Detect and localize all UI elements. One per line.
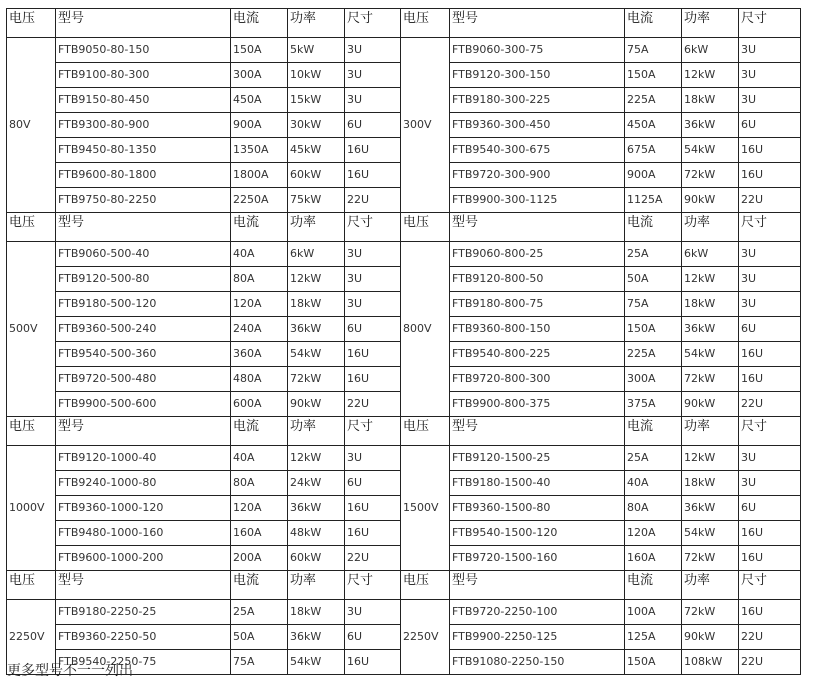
column-header: 电流 <box>625 213 682 242</box>
column-header: 电压 <box>7 417 56 446</box>
column-header: 型号 <box>450 213 625 242</box>
model-cell: FTB9120-500-80 <box>56 267 231 292</box>
model-cell: FTB9180-2250-25 <box>56 600 231 625</box>
column-header: 电压 <box>7 213 56 242</box>
power-cell: 12kW <box>288 267 345 292</box>
power-cell: 90kW <box>682 392 739 417</box>
model-cell: FTB9060-500-40 <box>56 242 231 267</box>
power-cell: 108kW <box>682 650 739 675</box>
power-cell: 36kW <box>682 317 739 342</box>
current-cell: 50A <box>231 625 288 650</box>
model-cell: FTB9120-300-150 <box>450 63 625 88</box>
current-cell: 160A <box>231 521 288 546</box>
header-row <box>7 9 801 38</box>
power-cell: 90kW <box>682 188 739 213</box>
size-cell: 16U <box>345 367 401 392</box>
current-cell: 450A <box>625 113 682 138</box>
size-cell: 3U <box>345 600 401 625</box>
current-cell: 80A <box>231 267 288 292</box>
size-cell: 16U <box>345 342 401 367</box>
power-cell: 72kW <box>288 367 345 392</box>
current-cell: 1800A <box>231 163 288 188</box>
current-cell: 2250A <box>231 188 288 213</box>
model-cell: FTB9900-300-1125 <box>450 188 625 213</box>
size-cell: 16U <box>345 496 401 521</box>
size-cell: 3U <box>739 471 801 496</box>
current-cell: 675A <box>625 138 682 163</box>
current-cell: 120A <box>231 496 288 521</box>
model-cell: FTB9720-300-900 <box>450 163 625 188</box>
size-cell: 6U <box>739 317 801 342</box>
power-cell: 18kW <box>288 292 345 317</box>
current-cell: 40A <box>231 446 288 471</box>
current-cell: 75A <box>625 38 682 63</box>
power-cell: 24kW <box>288 471 345 496</box>
column-header: 型号 <box>56 571 231 600</box>
current-cell: 120A <box>625 521 682 546</box>
column-header: 型号 <box>450 571 625 600</box>
voltage-cell: 300V <box>401 38 450 213</box>
power-cell: 72kW <box>682 163 739 188</box>
current-cell: 75A <box>231 650 288 675</box>
column-header: 电压 <box>401 417 450 446</box>
column-header: 尺寸 <box>345 571 401 600</box>
model-cell: FTB9540-800-225 <box>450 342 625 367</box>
column-header: 电流 <box>231 417 288 446</box>
model-cell: FTB9480-1000-160 <box>56 521 231 546</box>
table-row <box>7 38 801 63</box>
size-cell: 6U <box>345 113 401 138</box>
voltage-cell: 800V <box>401 242 450 417</box>
table-row <box>7 242 801 267</box>
power-cell: 12kW <box>288 446 345 471</box>
model-cell: FTB9600-80-1800 <box>56 163 231 188</box>
size-cell: 16U <box>739 367 801 392</box>
size-cell: 22U <box>345 392 401 417</box>
model-cell: FTB9050-80-150 <box>56 38 231 63</box>
size-cell: 3U <box>345 267 401 292</box>
current-cell: 40A <box>625 471 682 496</box>
current-cell: 150A <box>231 38 288 63</box>
model-cell: FTB9360-800-150 <box>450 317 625 342</box>
current-cell: 600A <box>231 392 288 417</box>
model-cell: FTB9360-300-450 <box>450 113 625 138</box>
model-cell: FTB9720-800-300 <box>450 367 625 392</box>
power-cell: 54kW <box>288 650 345 675</box>
model-cell: FTB9060-300-75 <box>450 38 625 63</box>
current-cell: 80A <box>625 496 682 521</box>
power-cell: 18kW <box>682 292 739 317</box>
column-header: 功率 <box>682 571 739 600</box>
size-cell: 6U <box>345 471 401 496</box>
column-header: 电压 <box>7 571 56 600</box>
column-header: 功率 <box>288 213 345 242</box>
column-header: 尺寸 <box>739 417 801 446</box>
current-cell: 150A <box>625 650 682 675</box>
voltage-cell: 500V <box>7 242 56 417</box>
model-cell: FTB9750-80-2250 <box>56 188 231 213</box>
current-cell: 100A <box>625 600 682 625</box>
model-cell: FTB9150-80-450 <box>56 88 231 113</box>
model-cell: FTB9540-1500-120 <box>450 521 625 546</box>
power-cell: 30kW <box>288 113 345 138</box>
column-header: 电压 <box>7 9 56 38</box>
column-header: 型号 <box>56 417 231 446</box>
size-cell: 22U <box>739 392 801 417</box>
column-header: 电流 <box>231 9 288 38</box>
model-cell: FTB9600-1000-200 <box>56 546 231 571</box>
column-header: 功率 <box>288 9 345 38</box>
model-cell: FTB9120-1500-25 <box>450 446 625 471</box>
voltage-cell: 2250V <box>7 600 56 675</box>
size-cell: 3U <box>739 292 801 317</box>
size-cell: 3U <box>345 446 401 471</box>
size-cell: 16U <box>345 138 401 163</box>
power-cell: 12kW <box>682 267 739 292</box>
column-header: 尺寸 <box>739 9 801 38</box>
model-cell: FTB9180-300-225 <box>450 88 625 113</box>
power-cell: 12kW <box>682 63 739 88</box>
size-cell: 3U <box>739 63 801 88</box>
model-cell: FTB9900-2250-125 <box>450 625 625 650</box>
current-cell: 50A <box>625 267 682 292</box>
footer-note: 更多型号不一一列出 <box>7 663 133 679</box>
current-cell: 1350A <box>231 138 288 163</box>
column-header: 功率 <box>288 417 345 446</box>
size-cell: 3U <box>739 38 801 63</box>
current-cell: 120A <box>231 292 288 317</box>
size-cell: 16U <box>345 521 401 546</box>
power-cell: 60kW <box>288 163 345 188</box>
size-cell: 16U <box>739 138 801 163</box>
power-cell: 54kW <box>682 342 739 367</box>
current-cell: 40A <box>231 242 288 267</box>
current-cell: 1125A <box>625 188 682 213</box>
size-cell: 22U <box>345 188 401 213</box>
model-cell: FTB9360-1500-80 <box>450 496 625 521</box>
size-cell: 16U <box>739 163 801 188</box>
power-cell: 36kW <box>288 625 345 650</box>
voltage-cell: 1500V <box>401 446 450 571</box>
size-cell: 3U <box>345 292 401 317</box>
current-cell: 225A <box>625 88 682 113</box>
header-row <box>7 417 801 446</box>
voltage-cell: 80V <box>7 38 56 213</box>
voltage-cell: 1000V <box>7 446 56 571</box>
model-cell: FTB9240-1000-80 <box>56 471 231 496</box>
size-cell: 6U <box>345 625 401 650</box>
column-header: 功率 <box>682 417 739 446</box>
model-cell: FTB9180-500-120 <box>56 292 231 317</box>
current-cell: 150A <box>625 63 682 88</box>
model-cell: FTB9120-800-50 <box>450 267 625 292</box>
current-cell: 900A <box>231 113 288 138</box>
model-cell: FTB9720-500-480 <box>56 367 231 392</box>
header-row <box>7 571 801 600</box>
power-cell: 54kW <box>682 521 739 546</box>
model-cell: FTB9900-500-600 <box>56 392 231 417</box>
current-cell: 300A <box>231 63 288 88</box>
power-cell: 54kW <box>682 138 739 163</box>
size-cell: 3U <box>345 63 401 88</box>
model-cell: FTB9540-300-675 <box>450 138 625 163</box>
current-cell: 150A <box>625 317 682 342</box>
table-row <box>7 600 801 625</box>
current-cell: 360A <box>231 342 288 367</box>
size-cell: 3U <box>739 267 801 292</box>
size-cell: 6U <box>739 113 801 138</box>
column-header: 型号 <box>56 9 231 38</box>
model-cell: FTB9060-800-25 <box>450 242 625 267</box>
current-cell: 160A <box>625 546 682 571</box>
column-header: 电压 <box>401 9 450 38</box>
column-header: 电流 <box>625 9 682 38</box>
size-cell: 3U <box>345 38 401 63</box>
size-cell: 22U <box>739 650 801 675</box>
model-cell: FTB91080-2250-150 <box>450 650 625 675</box>
table-row <box>7 446 801 471</box>
power-cell: 6kW <box>682 242 739 267</box>
power-cell: 54kW <box>288 342 345 367</box>
column-header: 型号 <box>450 9 625 38</box>
column-header: 电流 <box>231 571 288 600</box>
model-cell: FTB9720-1500-160 <box>450 546 625 571</box>
power-cell: 36kW <box>288 496 345 521</box>
size-cell: 22U <box>345 546 401 571</box>
spec-table-body <box>7 9 801 675</box>
current-cell: 25A <box>231 600 288 625</box>
power-cell: 72kW <box>682 546 739 571</box>
model-cell: FTB9180-1500-40 <box>450 471 625 496</box>
column-header: 功率 <box>288 571 345 600</box>
current-cell: 240A <box>231 317 288 342</box>
column-header: 尺寸 <box>345 9 401 38</box>
size-cell: 3U <box>739 242 801 267</box>
column-header: 电流 <box>625 417 682 446</box>
power-cell: 90kW <box>682 625 739 650</box>
size-cell: 16U <box>739 342 801 367</box>
model-cell: FTB9180-800-75 <box>450 292 625 317</box>
model-cell: FTB9120-1000-40 <box>56 446 231 471</box>
column-header: 尺寸 <box>345 417 401 446</box>
model-cell: FTB9360-1000-120 <box>56 496 231 521</box>
size-cell: 3U <box>345 242 401 267</box>
current-cell: 300A <box>625 367 682 392</box>
model-cell: FTB9720-2250-100 <box>450 600 625 625</box>
column-header: 功率 <box>682 213 739 242</box>
size-cell: 16U <box>345 163 401 188</box>
size-cell: 6U <box>739 496 801 521</box>
model-cell: FTB9300-80-900 <box>56 113 231 138</box>
power-cell: 36kW <box>288 317 345 342</box>
current-cell: 450A <box>231 88 288 113</box>
power-cell: 48kW <box>288 521 345 546</box>
column-header: 型号 <box>450 417 625 446</box>
current-cell: 900A <box>625 163 682 188</box>
model-cell: FTB9540-500-360 <box>56 342 231 367</box>
model-cell: FTB9360-500-240 <box>56 317 231 342</box>
voltage-cell: 2250V <box>401 600 450 675</box>
size-cell: 16U <box>739 521 801 546</box>
power-cell: 10kW <box>288 63 345 88</box>
size-cell: 3U <box>345 88 401 113</box>
column-header: 电流 <box>625 571 682 600</box>
power-cell: 75kW <box>288 188 345 213</box>
power-cell: 18kW <box>682 88 739 113</box>
model-cell: FTB9540-2250-75 <box>56 650 231 675</box>
current-cell: 25A <box>625 242 682 267</box>
current-cell: 480A <box>231 367 288 392</box>
power-cell: 60kW <box>288 546 345 571</box>
column-header: 电压 <box>401 213 450 242</box>
model-cell: FTB9100-80-300 <box>56 63 231 88</box>
power-cell: 15kW <box>288 88 345 113</box>
header-row <box>7 213 801 242</box>
size-cell: 6U <box>345 317 401 342</box>
size-cell: 16U <box>739 546 801 571</box>
current-cell: 25A <box>625 446 682 471</box>
size-cell: 22U <box>739 188 801 213</box>
column-header: 尺寸 <box>739 571 801 600</box>
model-cell: FTB9360-2250-50 <box>56 625 231 650</box>
size-cell: 16U <box>739 600 801 625</box>
power-cell: 90kW <box>288 392 345 417</box>
current-cell: 375A <box>625 392 682 417</box>
current-cell: 225A <box>625 342 682 367</box>
current-cell: 125A <box>625 625 682 650</box>
power-cell: 36kW <box>682 113 739 138</box>
size-cell: 16U <box>345 650 401 675</box>
power-cell: 12kW <box>682 446 739 471</box>
power-cell: 6kW <box>288 242 345 267</box>
power-cell: 36kW <box>682 496 739 521</box>
size-cell: 22U <box>739 625 801 650</box>
power-cell: 45kW <box>288 138 345 163</box>
model-cell: FTB9900-800-375 <box>450 392 625 417</box>
power-cell: 72kW <box>682 600 739 625</box>
power-cell: 72kW <box>682 367 739 392</box>
current-cell: 80A <box>231 471 288 496</box>
column-header: 功率 <box>682 9 739 38</box>
column-header: 尺寸 <box>739 213 801 242</box>
power-cell: 5kW <box>288 38 345 63</box>
column-header: 型号 <box>56 213 231 242</box>
power-cell: 18kW <box>288 600 345 625</box>
power-cell: 18kW <box>682 471 739 496</box>
column-header: 电流 <box>231 213 288 242</box>
current-cell: 200A <box>231 546 288 571</box>
model-cell: FTB9450-80-1350 <box>56 138 231 163</box>
power-cell: 6kW <box>682 38 739 63</box>
column-header: 电压 <box>401 571 450 600</box>
size-cell: 3U <box>739 446 801 471</box>
column-header: 尺寸 <box>345 213 401 242</box>
size-cell: 3U <box>739 88 801 113</box>
spec-table <box>6 8 801 675</box>
current-cell: 75A <box>625 292 682 317</box>
